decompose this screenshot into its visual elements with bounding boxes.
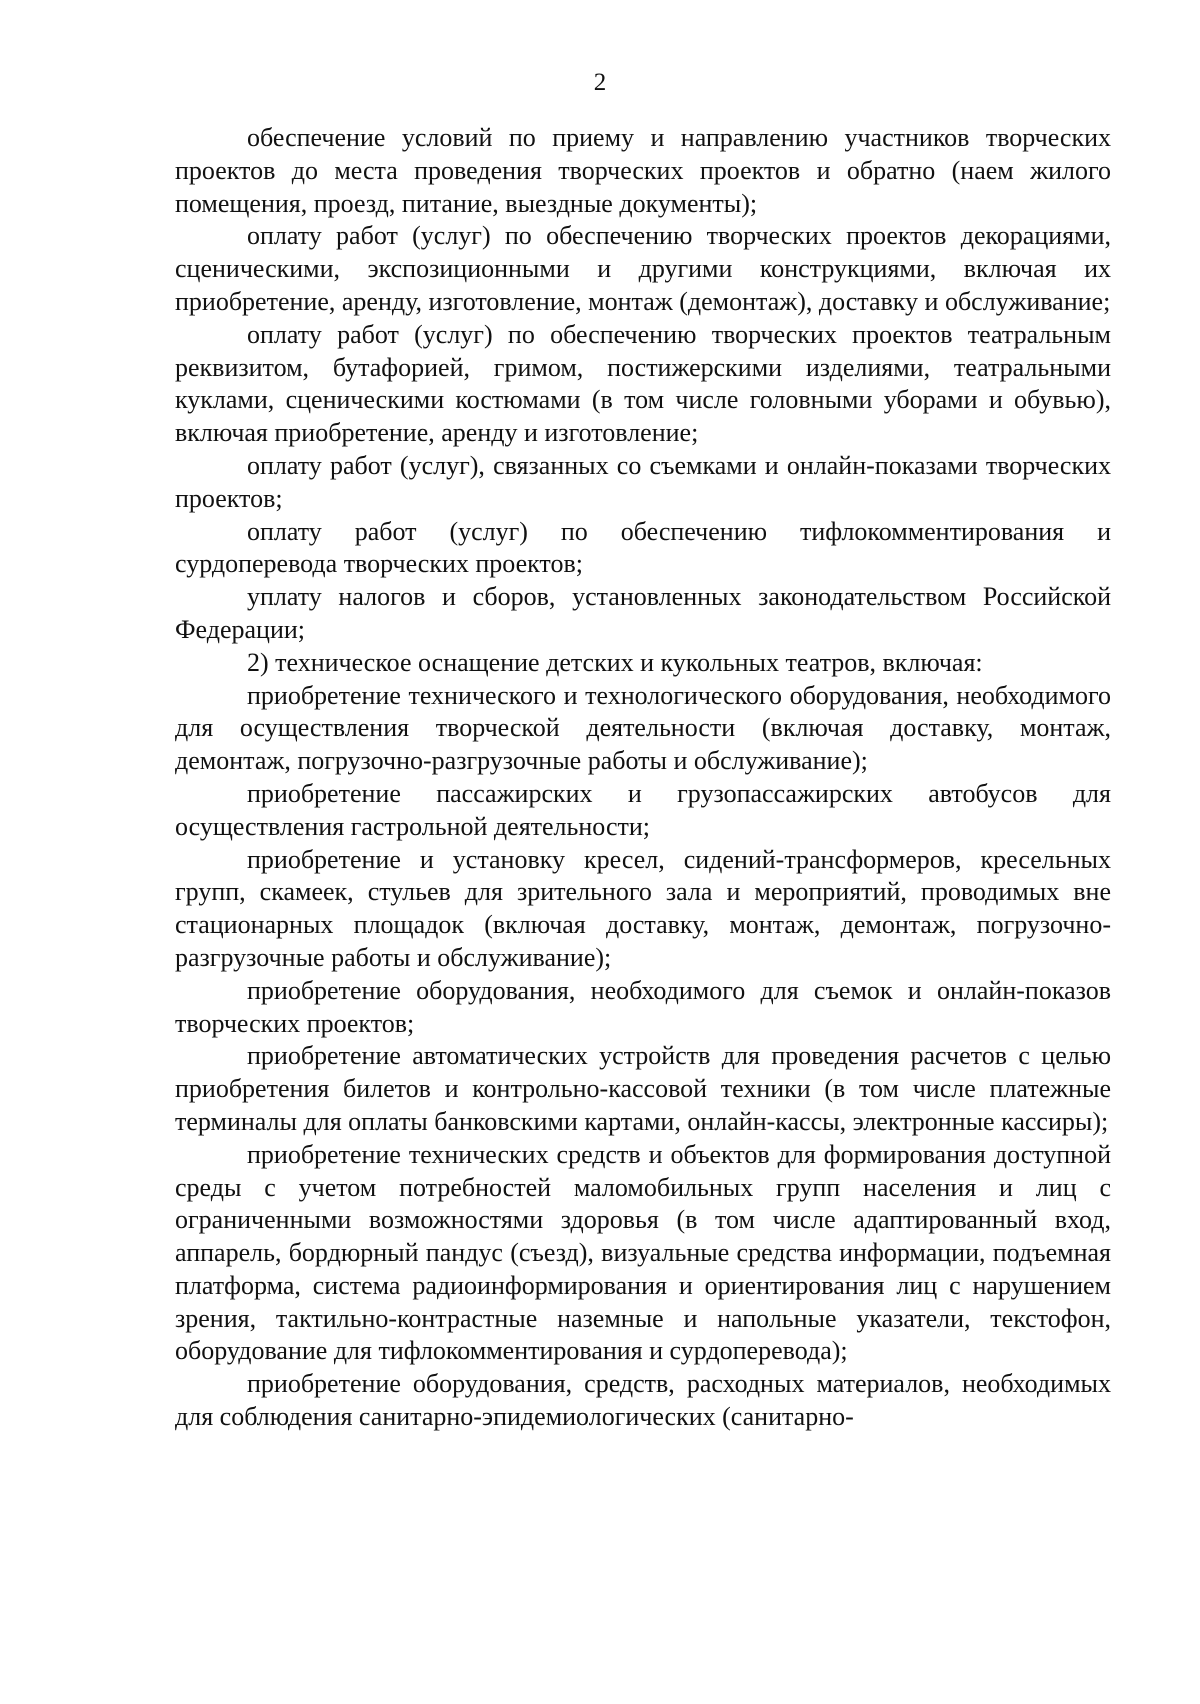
section-heading-paragraph: 2) техническое оснащение детских и кукольных театров, включая:: [247, 647, 983, 677]
paragraph: оплату работ (услуг), связанных со съемками и онлайн-показами творческих проектов;: [175, 450, 1111, 513]
paragraph: приобретение пассажирских и грузопассажирских автобусов для осуществления гастрольной деятельности;: [175, 778, 1111, 841]
paragraph: обеспечение условий по приему и направлению участников творческих проектов до места проведения творческих проектов и обратно (наем жилого помещения, проезд, питание, выездные документы);: [175, 123, 1111, 218]
paragraph: приобретение технического и технологического оборудования, необходимого для осуществления творческой деятельности (включая доставку, монтаж, демонтаж, погрузочно-разгрузочные работы и обслуживание);: [175, 680, 1111, 776]
paragraph: оплату работ (услуг) по обеспечению творческих проектов декорациями, сценическими, экспозиционными и другими конструкциями, включая их приобретение, аренду, изготовление, монтаж (демонтаж), доставку и обслуживание;: [175, 221, 1111, 316]
document-body: [175, 122, 1111, 1434]
paragraph: приобретение оборудования, средств, расходных материалов, необходимых для соблюдения санитарно-эпидемиологических (санитарно-: [175, 1369, 1111, 1432]
page-number: 2: [593, 69, 607, 96]
paragraph: приобретение оборудования, необходимого для съемок и онлайн-показов творческих проектов;: [175, 975, 1111, 1038]
paragraph: оплату работ (услуг) по обеспечению тифлокомментирования и сурдоперевода творческих проектов;: [175, 516, 1111, 579]
paragraph: приобретение технических средств и объектов для формирования доступной среды с учетом потребностей маломобильных групп населения и лиц с ограниченными возможностями здоровья (в том числе адаптированный вход, аппарель, бордюрный пандус (съезд), визуальные средства информации, подъемная платформа, система радиоинформирования и ориентирования лиц с нарушением зрения, тактильно-контрастные наземные и напольные указатели, текстофон, оборудование для тифлокомментирования и сурдоперевода);: [175, 1139, 1111, 1366]
paragraph: оплату работ (услуг) по обеспечению творческих проектов театральным реквизитом, бутафорией, гримом, постижерскими изделиями, театральными куклами, сценическими костюмами (в том числе головными уборами и обувью), включая приобретение, аренду и изготовление;: [175, 319, 1111, 448]
paragraph: приобретение и установку кресел, сидений-трансформеров, кресельных групп, скамеек, стульев для зрительного зала и мероприятий, проводимых вне стационарных площадок (включая доставку, монтаж, демонтаж, погрузочно-разгрузочные работы и обслуживание);: [175, 844, 1111, 972]
paragraph: уплату налогов и сборов, установленных законодательством Российской Федерации;: [175, 582, 1111, 644]
paragraph: приобретение автоматических устройств для проведения расчетов с целью приобретения билетов и контрольно-кассовой техники (в том числе платежные терминалы для оплаты банковскими картами, онлайн-кассы, электронные кассиры);: [175, 1041, 1111, 1136]
